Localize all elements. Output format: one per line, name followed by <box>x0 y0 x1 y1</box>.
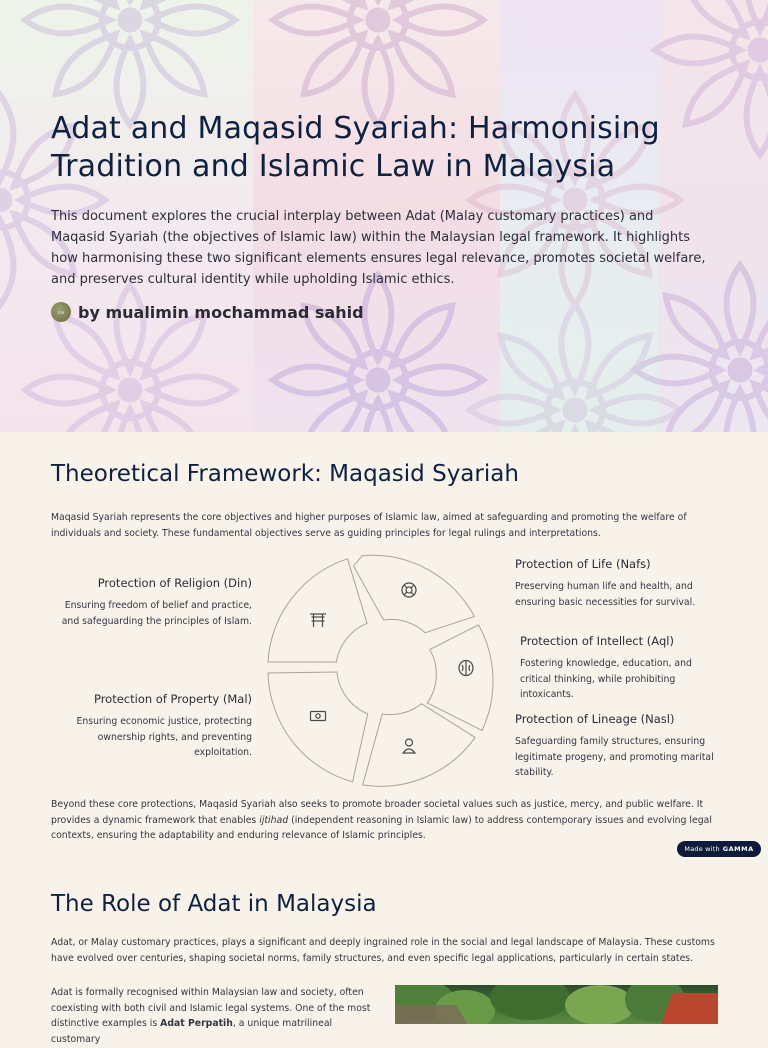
item-title-religion: Protection of Religion (Din) <box>97 576 252 590</box>
badge-brand: GAMMA <box>722 845 754 853</box>
banknote-icon <box>311 712 326 721</box>
item-title-property: Protection of Property (Mal) <box>93 692 252 706</box>
author-byline <box>51 302 364 322</box>
maqasid-wheel-diagram <box>264 548 504 788</box>
adat-body-start: Adat is formally recognised within Malaysian law and society, often coexisting with both civil and Islamic legal systems. One of the most distinctive examples is <box>51 987 371 1030</box>
wheel-segment-lineage <box>363 704 475 787</box>
author-name: by mualimin mochammad sahid <box>78 302 364 322</box>
torii-gate-icon <box>310 614 326 627</box>
wheel-segment-intellect <box>427 625 493 731</box>
adat-intro: Adat, or Malay customary practices, plays a significant and deeply ingrained role in the social and legal landscape of Malaysia. These customs have evolved over centuries, shaping societal norms, family structures, and even specific legal applications, particularly in certain states. <box>51 937 715 964</box>
made-with-gamma-badge[interactable] <box>677 841 761 857</box>
wheel-segment-religion <box>268 559 367 662</box>
item-text-property: Ensuring economic justice, protecting ownership rights, and preventing exploitation. <box>76 716 252 759</box>
item-title-intellect: Protection of Intellect (Aql) <box>520 634 674 648</box>
hero-section <box>0 0 768 432</box>
item-text-lineage: Safeguarding family structures, ensuring legitimate progeny, and promoting marital stability. <box>515 736 714 779</box>
adat-photo <box>395 985 718 1024</box>
item-text-intellect: Fostering knowledge, education, and critical thinking, while prohibiting intoxicants. <box>520 658 692 701</box>
adat-perpatih-term: Adat Perpatih <box>160 1018 233 1030</box>
avatar <box>51 302 71 322</box>
wheel-segment-life <box>354 555 475 632</box>
item-text-religion: Ensuring freedom of belief and practice, and safeguarding the principles of Islam. <box>61 600 252 627</box>
adat-body-end: , a unique matrilineal customary <box>51 1018 333 1046</box>
wheel-segment-property <box>268 672 368 782</box>
outro-term-ijtihad: ijtihad <box>259 814 289 826</box>
item-title-lineage: Protection of Lineage (Nasl) <box>515 712 675 726</box>
outro-text-end: (independent reasoning in Islamic law) to address contemporary issues and evolving legal contexts, ensuring the adaptability and enduring relevance of Islamic principles. <box>51 814 712 842</box>
badge-prefix: Made with <box>684 845 720 853</box>
outro-text-start: Beyond these core protections, Maqasid Syariah also seeks to promote broader societal values such as justice, mercy, and public welfare. It provides a dynamic framework that enables <box>51 799 704 826</box>
adat-heading: The Role of Adat in Malaysia <box>51 891 377 917</box>
avatar-initials: mo <box>57 309 65 315</box>
item-title-life: Protection of Life (Nafs) <box>515 557 651 571</box>
lifebuoy-icon <box>402 583 416 597</box>
hero-description: This document explores the crucial interplay between Adat (Malay customary practices) and Maqasid Syariah (the objectives of Islamic law) within the Malaysian legal framework. It highlights how harmonising these two significant elements ensures legal relevance, promotes societal welfare, and preserves cultural identity while upholding Islamic ethics. <box>51 209 706 287</box>
maqasid-heading: Theoretical Framework: Maqasid Syariah <box>51 461 519 487</box>
brain-icon <box>459 661 473 676</box>
person-icon <box>403 739 415 753</box>
maqasid-outro <box>51 797 721 844</box>
item-text-life: Preserving human life and health, and ensuring basic necessities for survival. <box>515 581 696 608</box>
adat-body <box>51 985 377 1048</box>
maqasid-intro: Maqasid Syariah represents the core objectives and higher purposes of Islamic law, aimed at safeguarding and promoting the welfare of individuals and society. These fundamental objectives serve as guiding principles for legal rulings and interpretations. <box>51 512 687 539</box>
page-title: Adat and Maqasid Syariah: Harmonising Tradition and Islamic Law in Malaysia <box>51 111 660 184</box>
